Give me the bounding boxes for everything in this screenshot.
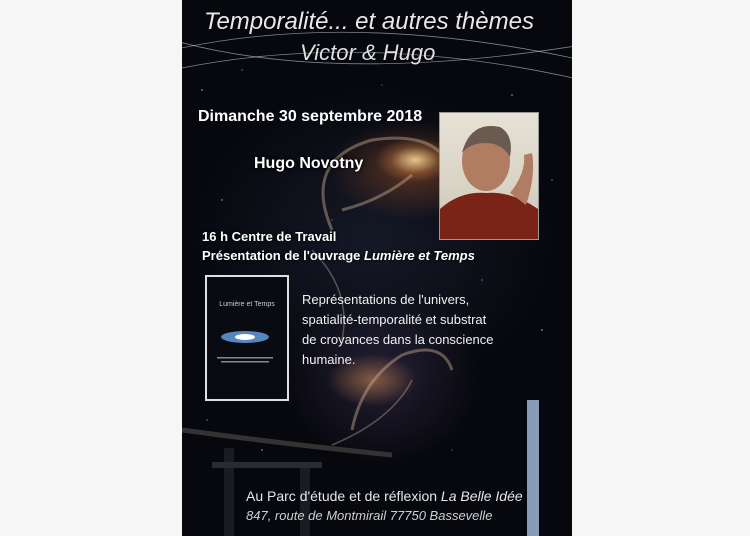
event-time-place: 16 h Centre de Travail bbox=[202, 229, 337, 244]
book-title: Lumière et Temps bbox=[364, 248, 475, 263]
book-cover-title: Lumière et Temps bbox=[219, 301, 275, 308]
poster-title: Temporalité... et autres thèmes bbox=[204, 8, 534, 35]
event-date: Dimanche 30 septembre 2018 bbox=[198, 108, 423, 125]
venue-prefix: Au Parc d'étude et de réflexion bbox=[246, 488, 441, 504]
poster-subtitle: Victor & Hugo bbox=[300, 40, 436, 65]
presentation-prefix: Présentation de l'ouvrage bbox=[202, 248, 365, 263]
presentation-line bbox=[202, 248, 475, 263]
speaker-photo bbox=[439, 112, 539, 240]
venue-name: La Belle Idée bbox=[440, 488, 523, 504]
galaxy-background bbox=[182, 0, 572, 536]
event-description: Représentations de l'univers, spatialité-temporalité et substrat de croyances dans la conscience humaine. bbox=[302, 292, 494, 367]
event-poster bbox=[182, 0, 572, 536]
venue-address: 847, route de Montmirail 77750 Bassevelle bbox=[246, 508, 493, 523]
speaker-name: Hugo Novotny bbox=[254, 155, 364, 172]
venue-line bbox=[246, 488, 523, 504]
book-cover bbox=[205, 275, 289, 401]
